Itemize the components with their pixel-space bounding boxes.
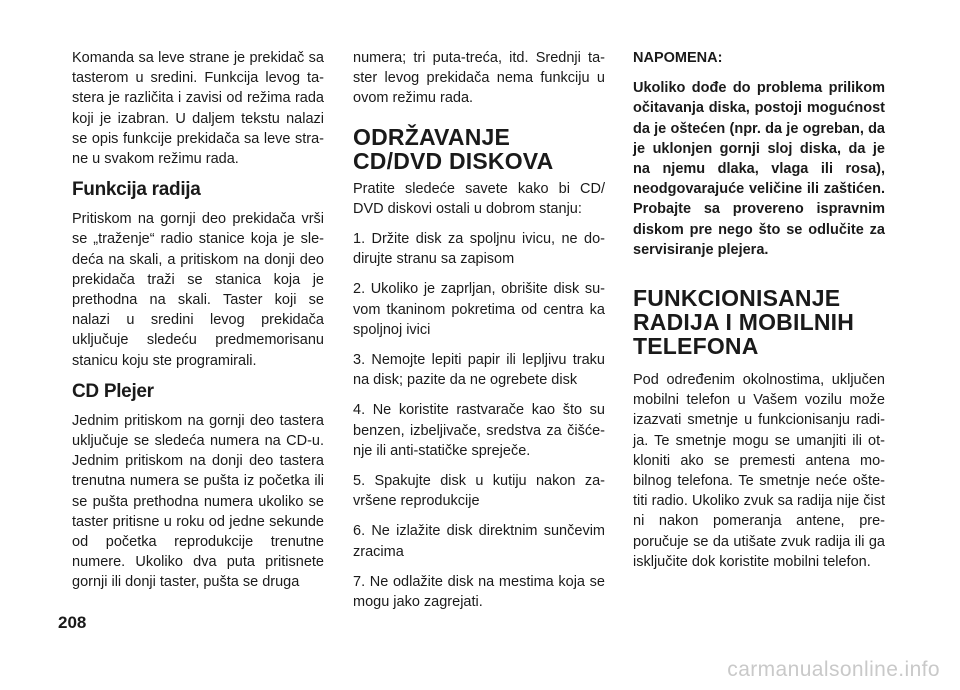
- page-number: 208: [58, 613, 87, 632]
- radio-phone-heading: FUNKCIONISANJE RADIJA I MOBILNIH TELEFONA: [633, 285, 855, 360]
- intro-paragraph: Komanda sa leve strane je prekidač sa tasterom u sredini. Funkcija levog tastera je različita i zavisi od režima rada koji je izabran. U daljem tekstu nalazi se opis funkcije prekidača sa leve strane u svakom režimu rada.: [72, 50, 324, 168]
- tip-item: 4. Ne koristite rastvarače kao što su benzen, izbeljivače, sredstva za čišćenje ili anti-statičke spreječe.: [353, 402, 605, 459]
- tip-item: 3. Nemojte lepiti papir ili lepljivu traku na disk; pazite da ne ogrebete disk: [353, 352, 605, 389]
- disc-maintenance-intro: Pratite sledeće savete kako bi CD/ DVD diskovi ostali u dobrom stanju:: [353, 180, 605, 217]
- continued-paragraph: numera; tri puta-treća, itd. Srednji taster levog prekidača nema funkciju u ovom režimu rada.: [353, 50, 605, 107]
- radio-function-paragraph: Pritiskom na gornji deo prekidača vrši se „traženje“ radio stanice koja je sledeća na skali, a pritiskom na donji deo prekidača traži se stanica koja je prethodna na skali. Taster koji se nalazi u sredini levog prekidača uključuje sledeću predmemorisanu stanicu koju ste programirali.: [72, 211, 324, 369]
- disc-maintenance-heading: ODRŽAVANJE CD/DVD DISKOVA: [353, 123, 554, 174]
- tip-item: 1. Držite disk za spoljnu ivicu, ne dodirujte stranu sa zapisom: [353, 231, 605, 268]
- column-1: [72, 48, 324, 603]
- cd-player-heading: CD Plejer: [72, 380, 154, 402]
- note-label: NAPOMENA:: [633, 50, 723, 66]
- column-3: [633, 48, 885, 582]
- tip-item: 5. Spakujte disk u kutiju nakon završene reprodukcije: [353, 473, 605, 510]
- tip-item: 7. Ne odlažite disk na mestima koja se mogu jako zagrejati.: [353, 573, 605, 611]
- radio-function-heading: Funkcija radija: [72, 179, 201, 201]
- cd-player-paragraph: Jednim pritiskom na gornji deo tastera uključuje se sledeća numera na CD-u. Jednim pritiskom na donji deo tastera trenutna numera se pušta iz početka ili se pušta prethodna numera ukoliko se taster pritisne u roku od jedne sekunde od početka reprodukcije trenutne numere. Ukoliko dva puta pritisnete gornji ili donji taster, pušta se druga: [72, 412, 324, 591]
- radio-phone-paragraph: Pod određenim okolnostima, uključen mobilni telefon u Vašem vozilu može izazvati smetnje u funkcionisanju radija. Te smetnje mogu se umanjiti ili otkloniti ako se premesti antena mobilnog telefona. Te smetnje neće oštetiti radio. Ukoliko zvuk sa radija nije čist ni nakon pomeranja antene, preporučuje se da utišate zvuk radija ili ga isključite dok koristite mobilni telefon.: [633, 372, 885, 570]
- column-2: [353, 48, 605, 622]
- tip-item: 2. Ukoliko je zaprljan, obrišite disk suvom tkaninom pokretima od centra ka spoljnoj ivici: [353, 281, 605, 338]
- tip-item: 6. Ne izlažite disk direktnim sunčevim zracima: [353, 523, 605, 560]
- watermark: carmanualsonline.info: [727, 658, 940, 681]
- note-block: [633, 48, 885, 260]
- note-text: Ukoliko dođe do problema prilikom očitavanja diska, postoji mogućnost da je oštećen (npr. da je ogreban, da je uklonjen gornji sloj diska, da je na njemu dlaka, vlaga ili rosa), neodgovarajuće veličine ili zaštićen. Probajte sa provereno ispravnim diskom pre nego što se odlučite za servisiranje plejera.: [633, 80, 885, 258]
